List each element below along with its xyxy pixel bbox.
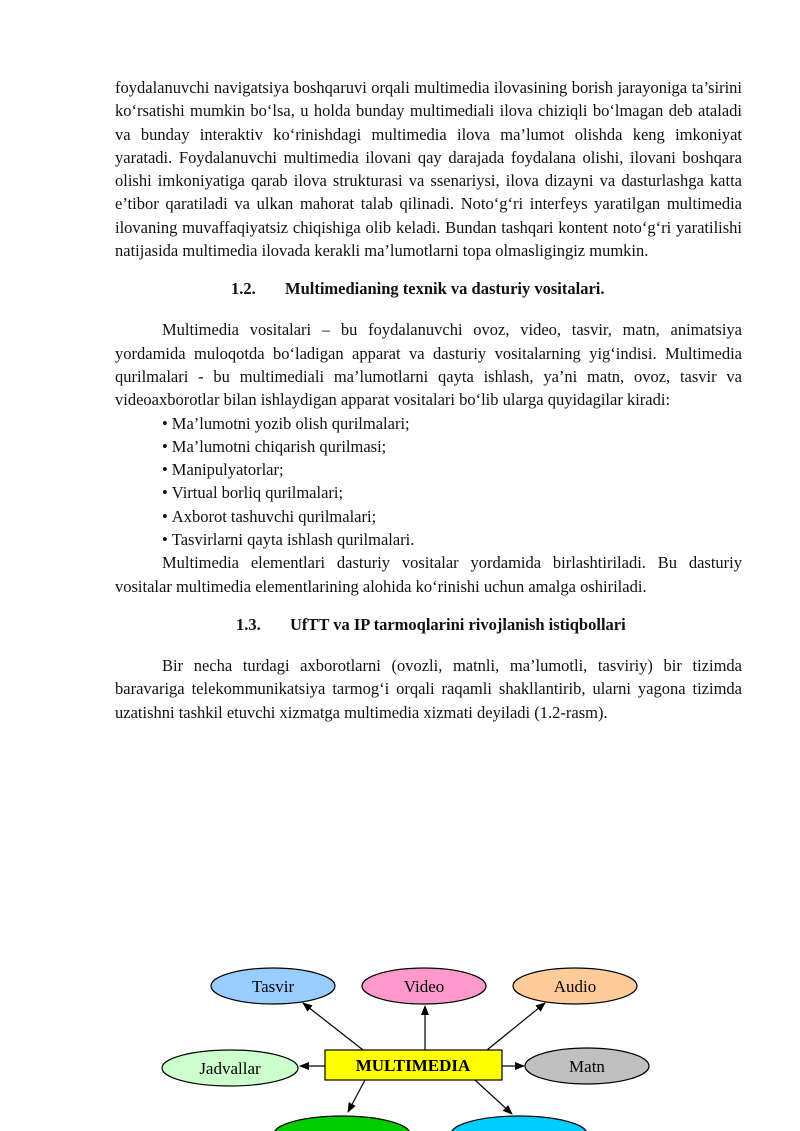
intro-paragraph: foydalanuvchi navigatsiya boshqaruvi orqali multimedia ilovasining borish jarayoniga ta’sirini ko‘rsatishi mumkin bo‘lsa, u holda bunday multimediali ilova chiziqli bo‘lmagan deb ataladi va bunday interaktiv ko‘rinishdagi multimedia ilova ma’lumot olishda keng imkoniyat yaratadi. Foydalanuvchi multimedia ilovani qay darajada foydalana olishi, ilovani boshqara olishi imkoniyatiga qarab ilova strukturasi va ssenariysi, ilova dizayni va dasturlashga katta e’tibor qaratiladi va ulkan mahorat talab qilinadi. Noto‘g‘ri interfeys yaratilgan multimedia ilovaning muvaffaqiyatsiz chiqishiga olib keladi. Bundan tashqari kontent noto‘g‘ri yaratilishi natijasida multimedia ilovada kerakli ma’lumotlarni topa olmasligingiz mumkin. (115, 78, 742, 261)
bullet-icon: • (162, 483, 168, 503)
list-item: • Manipulyatorlar; (162, 460, 284, 480)
arrow-to-audio (487, 1003, 545, 1050)
list-item: • Tasvirlarni qayta ishlash qurilmalari. (162, 530, 415, 550)
node-label: Video (403, 977, 445, 996)
section-1-2-paragraph-after: Multimedia elementlari dasturiy vositalar yordamida birlashtiriladi. Bu dasturiy vositalar multimedia elementlarining alohida ko‘rinishi uchun amalga oshiriladi. (115, 553, 742, 596)
section-1-2-paragraph: Multimedia vositalari – bu foydalanuvchi ovoz, video, tasvir, matn, animatsiya yordamida muloqotda bo‘ladigan apparat va dasturiy vositalarning yig‘indisi. Multimedia qurilmalari - bu multimediali ma’lumotlarni qayta ishlash, ya’ni matn, ovoz, tasvir va videoaxborotlar bilan ishlaydigan apparat vositalari bo‘lib ularga quyidagilar kiradi: (115, 320, 742, 410)
bullet-icon: • (162, 506, 168, 526)
bullet-icon: • (162, 413, 168, 433)
arrow-to-tasvir (303, 1003, 363, 1050)
list-item: • Virtual borliq qurilmalari; (162, 483, 344, 503)
section-number: 1.2. (231, 279, 256, 299)
section-title: UfTT va IP tarmoqlarini rivojlanish istiqbollari (290, 614, 626, 634)
list-item: • Ma’lumotni yozib olish qurilmalari; (162, 413, 410, 433)
node-matn (525, 1048, 649, 1084)
section-title: Multimedianing texnik va dasturiy vositalari. (285, 279, 605, 299)
center-label: MULTIMEDIA (355, 1056, 471, 1075)
node-audio (513, 968, 637, 1004)
node-multimedia-center (325, 1050, 502, 1080)
node-bottom-left (274, 1116, 410, 1131)
node-jadvallar (162, 1050, 298, 1086)
bullet-icon: • (162, 460, 168, 480)
section-number: 1.3. (236, 614, 261, 634)
bullet-icon: • (162, 530, 168, 550)
node-label: Audio (553, 977, 597, 996)
node-label: Matn (569, 1057, 605, 1076)
section-1-3-paragraph: Bir necha turdagi axborotlarni (ovozli, matnli, ma’lumotli, tasviriy) bir tizimda baravariga telekommunikatsiya tarmog‘i orqali raqamli shakllantirib, ularni yagona tizimda uzatishni tashkil etuvchi xizmatga multimedia xizmati deyiladi (1.2-rasm). (115, 655, 742, 722)
node-bottom-right (451, 1116, 587, 1131)
node-tasvir (211, 968, 335, 1004)
list-item: • Axborot tashuvchi qurilmalari; (162, 506, 377, 526)
arrow-to-bottom-left (348, 1080, 365, 1112)
list-item: • Ma’lumotni chiqarish qurilmasi; (162, 436, 387, 456)
node-label: Jadvallar (199, 1059, 261, 1078)
node-video (362, 968, 486, 1004)
node-label: Tasvir (251, 977, 295, 996)
arrow-to-bottom-right (475, 1080, 512, 1114)
bullet-icon: • (162, 436, 168, 456)
